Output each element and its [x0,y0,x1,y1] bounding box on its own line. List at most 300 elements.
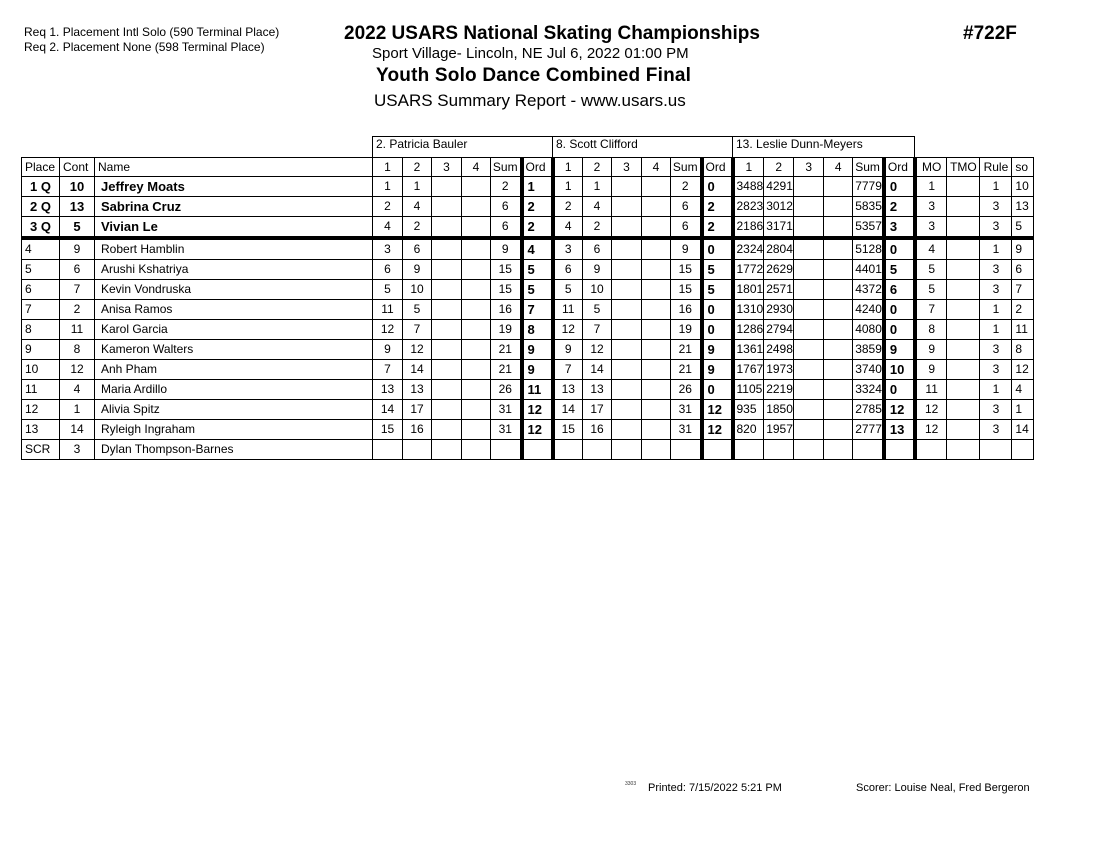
page-title: 2022 USARS National Skating Championships [344,23,760,44]
judge-2-ord [702,440,733,460]
judge-1-sum: 9 [491,238,522,260]
spacer [915,137,1034,158]
judge-1-ord: 5 [522,280,553,300]
judge-3-score-3 [794,300,824,320]
judge-1-score-2: 16 [403,420,432,440]
judge-2-score-4 [642,320,671,340]
judge-2-sum: 31 [671,400,702,420]
judge-2-score-3 [612,420,642,440]
judge-3-ord: 2 [884,197,915,217]
judge-1-sum [491,440,522,460]
judge-1-score-1: 6 [373,260,403,280]
judge-1-sum: 15 [491,260,522,280]
judge-1-score-1: 3 [373,238,403,260]
judge-2-score-3 [612,380,642,400]
judge-1-ord: 4 [522,238,553,260]
judge-3-ord [884,440,915,460]
judge-2-score-1: 9 [553,340,583,360]
judge-3-score-4 [824,260,853,280]
judge-1-score-2: 2 [403,217,432,239]
rule-cell: 1 [980,300,1012,320]
mo-cell: 1 [915,177,947,197]
judge-2-score-1: 6 [553,260,583,280]
requirement-1: Req 1. Placement Intl Solo (590 Terminal Place) [24,25,280,39]
report-subtitle: USARS Summary Report - www.usars.us [374,91,686,110]
judge-1-score-4 [462,440,491,460]
judge-2-score-2: 14 [583,360,612,380]
so-cell: 2 [1012,300,1034,320]
so-cell: 7 [1012,280,1034,300]
judge-2-ord: 5 [702,260,733,280]
judge-1-score-4 [462,177,491,197]
judge-3-score-2: 2804 [764,238,794,260]
rule-cell: 1 [980,320,1012,340]
judge-1-ord: 12 [522,420,553,440]
so-cell: 1 [1012,400,1034,420]
mo-cell: 4 [915,238,947,260]
judge-1-ord: 8 [522,320,553,340]
col-j3-2: 2 [764,158,794,177]
judge-3-sum: 5835 [853,197,884,217]
col-j2-3: 3 [612,158,642,177]
judge-2-score-1 [553,440,583,460]
judge-3-score-1: 1361 [733,340,764,360]
mo-cell: 9 [915,340,947,360]
judge-2-score-3 [612,400,642,420]
judge-1-label: 2. Patricia Bauler [373,137,553,158]
so-cell: 9 [1012,238,1034,260]
judge-1-score-3 [432,400,462,420]
judge-2-sum: 9 [671,238,702,260]
judge-1-score-4 [462,238,491,260]
judge-1-score-4 [462,280,491,300]
col-j2-4: 4 [642,158,671,177]
table-row [22,260,1034,280]
mo-cell: 3 [915,197,947,217]
mo-cell: 7 [915,300,947,320]
table-row [22,440,1034,460]
place-cell: 10 [22,360,60,380]
judge-2-score-4 [642,360,671,380]
name-cell: Vivian Le [95,217,373,239]
judge-3-sum: 5128 [853,238,884,260]
judge-3-score-1: 820 [733,420,764,440]
col-mo: MO [915,158,947,177]
place-cell: 11 [22,380,60,400]
rule-cell: 1 [980,380,1012,400]
judge-3-score-4 [824,360,853,380]
judge-1-score-1 [373,440,403,460]
col-j1-3: 3 [432,158,462,177]
judge-3-score-3 [794,238,824,260]
judge-1-score-4 [462,380,491,400]
judge-3-sum: 3324 [853,380,884,400]
judge-3-score-3 [794,360,824,380]
tmo-cell [947,380,980,400]
place-cell: 1 Q [22,177,60,197]
judge-3-sum: 4401 [853,260,884,280]
name-cell: Dylan Thompson-Barnes [95,440,373,460]
judge-3-score-1: 1286 [733,320,764,340]
judge-3-score-2: 2930 [764,300,794,320]
judge-3-score-2: 2219 [764,380,794,400]
table-row [22,400,1034,420]
table-row [22,280,1034,300]
rule-cell: 1 [980,238,1012,260]
judge-3-ord: 0 [884,177,915,197]
judge-2-score-4 [642,300,671,320]
spacer [22,137,373,158]
results-table [21,136,1034,460]
judge-2-score-1: 2 [553,197,583,217]
judge-2-ord: 9 [702,360,733,380]
judge-3-score-2: 2794 [764,320,794,340]
judge-1-ord: 2 [522,217,553,239]
col-j2-ord: Ord [702,158,733,177]
cont-cell: 2 [60,300,95,320]
judge-2-sum: 31 [671,420,702,440]
judge-3-score-3 [794,380,824,400]
judge-1-ord: 1 [522,177,553,197]
tmo-cell [947,360,980,380]
name-cell: Kevin Vondruska [95,280,373,300]
judge-2-score-1: 11 [553,300,583,320]
judge-2-score-2: 10 [583,280,612,300]
judge-3-score-4 [824,177,853,197]
judge-3-ord: 3 [884,217,915,239]
table-row [22,420,1034,440]
venue-date: Sport Village- Lincoln, NE Jul 6, 2022 01:00 PM [372,45,689,62]
cont-cell: 12 [60,360,95,380]
judge-2-score-2: 1 [583,177,612,197]
judge-2-score-2: 5 [583,300,612,320]
col-j2-sum: Sum [671,158,702,177]
judge-2-score-1: 7 [553,360,583,380]
judge-2-ord: 0 [702,320,733,340]
judge-3-score-1: 1767 [733,360,764,380]
col-j1-ord: Ord [522,158,553,177]
judge-3-score-4 [824,320,853,340]
judge-2-score-3 [612,360,642,380]
judge-3-score-2: 3012 [764,197,794,217]
table-row [22,340,1034,360]
judge-2-sum: 2 [671,177,702,197]
judge-3-score-2 [764,440,794,460]
table-row [22,380,1034,400]
cont-cell: 13 [60,197,95,217]
printed-timestamp: Printed: 7/15/2022 5:21 PM [648,782,782,794]
judge-2-score-4 [642,380,671,400]
judge-2-score-3 [612,320,642,340]
judge-2-score-1: 13 [553,380,583,400]
judge-3-score-2: 1850 [764,400,794,420]
judge-1-sum: 2 [491,177,522,197]
judge-1-score-2: 10 [403,280,432,300]
place-cell: SCR [22,440,60,460]
col-j3-1: 1 [733,158,764,177]
judge-3-score-2: 1973 [764,360,794,380]
judge-3-score-1 [733,440,764,460]
judge-1-ord: 9 [522,360,553,380]
judge-1-score-4 [462,360,491,380]
judge-2-sum: 6 [671,197,702,217]
name-cell: Sabrina Cruz [95,197,373,217]
rule-cell: 3 [980,280,1012,300]
so-cell: 11 [1012,320,1034,340]
judge-3-score-4 [824,340,853,360]
name-cell: Alivia Spitz [95,400,373,420]
cont-cell: 14 [60,420,95,440]
judge-1-score-3 [432,360,462,380]
place-cell: 7 [22,300,60,320]
judge-1-sum: 21 [491,360,522,380]
judge-2-score-3 [612,300,642,320]
place-cell: 5 [22,260,60,280]
judge-1-sum: 6 [491,217,522,239]
judge-1-score-3 [432,260,462,280]
judge-1-score-4 [462,197,491,217]
judge-3-score-1: 1105 [733,380,764,400]
mo-cell: 11 [915,380,947,400]
judge-2-ord: 0 [702,177,733,197]
judge-2-score-2: 4 [583,197,612,217]
judge-1-score-2: 9 [403,260,432,280]
judge-2-ord: 2 [702,217,733,239]
place-cell: 13 [22,420,60,440]
judge-1-score-4 [462,217,491,239]
mo-cell: 8 [915,320,947,340]
judge-3-sum: 3859 [853,340,884,360]
judge-3-score-3 [794,320,824,340]
judge-2-sum: 21 [671,340,702,360]
judge-1-score-3 [432,300,462,320]
judge-3-score-1: 2186 [733,217,764,239]
so-cell: 12 [1012,360,1034,380]
judge-3-score-4 [824,380,853,400]
table-row [22,197,1034,217]
judge-1-score-4 [462,400,491,420]
judge-1-ord: 12 [522,400,553,420]
judge-2-score-3 [612,197,642,217]
judge-2-sum: 26 [671,380,702,400]
requirement-2: Req 2. Placement None (598 Terminal Place) [24,40,265,54]
tmo-cell [947,197,980,217]
judge-2-score-4 [642,217,671,239]
place-cell: 4 [22,238,60,260]
so-cell [1012,440,1034,460]
judge-2-score-3 [612,340,642,360]
place-cell: 6 [22,280,60,300]
rule-cell: 3 [980,217,1012,239]
judge-3-sum: 4080 [853,320,884,340]
mo-cell [915,440,947,460]
judge-1-score-2: 4 [403,197,432,217]
name-cell: Jeffrey Moats [95,177,373,197]
judge-1-ord: 11 [522,380,553,400]
judge-3-score-1: 1801 [733,280,764,300]
judge-2-score-1: 3 [553,238,583,260]
judge-2-sum: 15 [671,280,702,300]
place-cell: 12 [22,400,60,420]
judge-2-score-3 [612,280,642,300]
judge-3-score-1: 935 [733,400,764,420]
mo-cell: 5 [915,260,947,280]
judge-3-score-2: 2571 [764,280,794,300]
col-tmo: TMO [947,158,980,177]
judge-3-ord: 0 [884,300,915,320]
col-j1-sum: Sum [491,158,522,177]
judge-2-ord: 12 [702,420,733,440]
judge-2-score-4 [642,238,671,260]
judge-2-label: 8. Scott Clifford [553,137,733,158]
judge-2-score-2: 9 [583,260,612,280]
rule-cell: 3 [980,197,1012,217]
rule-cell: 3 [980,420,1012,440]
rule-cell [980,440,1012,460]
rule-cell: 1 [980,177,1012,197]
judge-2-score-1: 15 [553,420,583,440]
col-j1-4: 4 [462,158,491,177]
judge-1-ord [522,440,553,460]
cont-cell: 3 [60,440,95,460]
judge-3-score-3 [794,217,824,239]
event-name: Youth Solo Dance Combined Final [376,65,692,86]
judge-1-score-2 [403,440,432,460]
so-cell: 13 [1012,197,1034,217]
judge-1-sum: 16 [491,300,522,320]
cont-cell: 10 [60,177,95,197]
judge-1-score-3 [432,440,462,460]
judge-3-score-2: 3171 [764,217,794,239]
cont-cell: 5 [60,217,95,239]
rule-cell: 3 [980,360,1012,380]
judge-3-score-1: 1310 [733,300,764,320]
judge-2-sum: 15 [671,260,702,280]
scorer-names: Scorer: Louise Neal, Fred Bergeron [856,782,1030,794]
judge-3-score-3 [794,440,824,460]
judge-2-score-1: 12 [553,320,583,340]
judge-3-score-3 [794,400,824,420]
judge-3-score-4 [824,197,853,217]
rule-cell: 3 [980,340,1012,360]
judge-1-sum: 21 [491,340,522,360]
judge-3-score-4 [824,217,853,239]
cont-cell: 1 [60,400,95,420]
judge-3-sum [853,440,884,460]
col-j3-sum: Sum [853,158,884,177]
judge-1-score-2: 13 [403,380,432,400]
judge-3-score-1: 3488 [733,177,764,197]
judge-2-ord: 0 [702,238,733,260]
judge-3-score-2: 1957 [764,420,794,440]
judge-2-score-3 [612,217,642,239]
tmo-cell [947,440,980,460]
judge-2-ord: 0 [702,380,733,400]
judge-1-score-1: 15 [373,420,403,440]
judge-3-sum: 2777 [853,420,884,440]
mo-cell: 9 [915,360,947,380]
judge-1-sum: 6 [491,197,522,217]
name-cell: Karol Garcia [95,320,373,340]
col-so: so [1012,158,1034,177]
place-cell: 2 Q [22,197,60,217]
judge-1-sum: 31 [491,400,522,420]
judge-1-score-4 [462,420,491,440]
judge-3-sum: 5357 [853,217,884,239]
col-cont: Cont [60,158,95,177]
event-number: #722F [963,23,1017,44]
table-row [22,300,1034,320]
judge-1-score-3 [432,177,462,197]
tmo-cell [947,260,980,280]
judge-1-score-1: 7 [373,360,403,380]
table-row [22,320,1034,340]
col-j3-3: 3 [794,158,824,177]
judge-2-score-4 [642,260,671,280]
judge-3-score-4 [824,280,853,300]
mo-cell: 12 [915,420,947,440]
judge-3-ord: 10 [884,360,915,380]
judge-3-score-1: 2823 [733,197,764,217]
judge-1-score-3 [432,420,462,440]
judge-1-ord: 2 [522,197,553,217]
judge-3-score-3 [794,197,824,217]
judge-1-score-1: 4 [373,217,403,239]
so-cell: 8 [1012,340,1034,360]
judge-header-row [22,137,1034,158]
judge-3-score-2: 4291 [764,177,794,197]
judge-1-score-1: 5 [373,280,403,300]
judge-3-ord: 13 [884,420,915,440]
judge-1-score-1: 1 [373,177,403,197]
col-j3-4: 4 [824,158,853,177]
judge-2-score-4 [642,177,671,197]
judge-2-sum [671,440,702,460]
judge-3-label: 13. Leslie Dunn-Meyers [733,137,915,158]
so-cell: 10 [1012,177,1034,197]
name-cell: Ryleigh Ingraham [95,420,373,440]
judge-3-ord: 0 [884,380,915,400]
cont-cell: 8 [60,340,95,360]
judge-1-score-2: 1 [403,177,432,197]
mo-cell: 5 [915,280,947,300]
name-cell: Arushi Kshatriya [95,260,373,280]
judge-1-score-1: 13 [373,380,403,400]
judge-2-score-4 [642,280,671,300]
judge-1-score-3 [432,238,462,260]
table-row [22,360,1034,380]
judge-3-ord: 9 [884,340,915,360]
judge-2-ord: 5 [702,280,733,300]
judge-2-sum: 16 [671,300,702,320]
judge-2-score-1: 14 [553,400,583,420]
tmo-cell [947,320,980,340]
judge-1-sum: 19 [491,320,522,340]
judge-3-ord: 5 [884,260,915,280]
judge-1-score-3 [432,197,462,217]
judge-1-score-2: 7 [403,320,432,340]
judge-1-score-3 [432,380,462,400]
judge-1-score-4 [462,260,491,280]
judge-2-score-4 [642,440,671,460]
judge-3-sum: 2785 [853,400,884,420]
judge-2-sum: 6 [671,217,702,239]
judge-2-ord: 2 [702,197,733,217]
judge-2-score-2: 7 [583,320,612,340]
table-row [22,217,1034,239]
judge-1-score-1: 14 [373,400,403,420]
judge-1-score-3 [432,320,462,340]
